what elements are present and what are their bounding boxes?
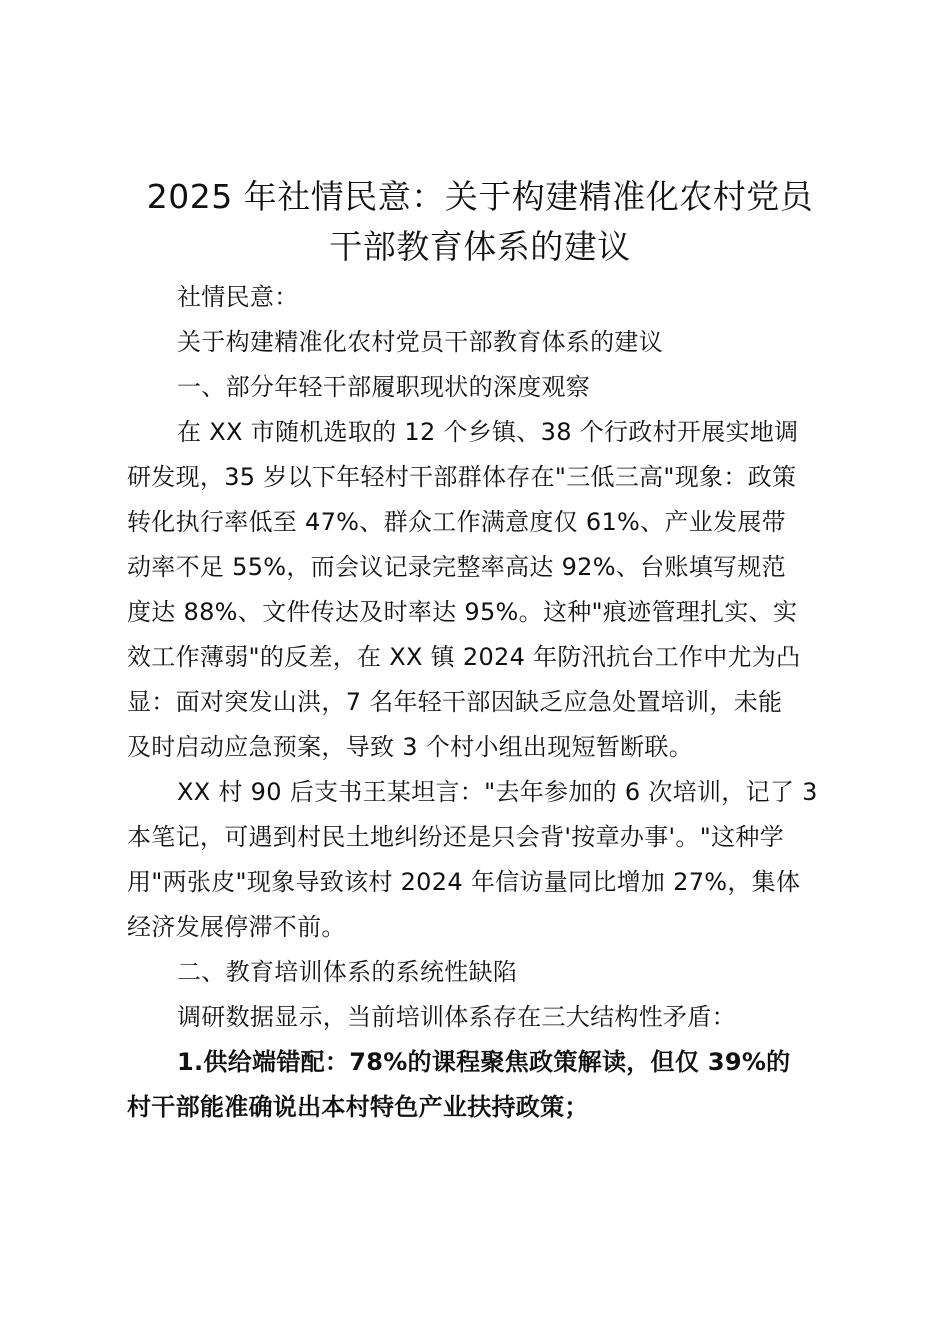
paragraph-1-line: 及时启动应急预案，导致 3 个村小组出现短暂断联。: [127, 733, 694, 761]
paragraph-1-line: 效工作薄弱"的反差，在 XX 镇 2024 年防汛抗台工作中尤为凸: [127, 643, 801, 671]
paragraph-2-line: XX 村 90 后支书王某坦言："去年参加的 6 次培训，记了 3: [177, 778, 818, 806]
point-1-line: 1.供给端错配：78%的课程聚焦政策解读，但仅 39%的: [177, 1048, 791, 1076]
document-title-line-2: 干部教育体系的建议: [329, 227, 631, 266]
paragraph-3: 调研数据显示，当前培训体系存在三大结构性矛盾：: [177, 1003, 736, 1031]
paragraph-1-line: 显：面对突发山洪，7 名年轻干部因缺乏应急处置培训，未能: [127, 688, 783, 716]
paragraph-1-line: 在 XX 市随机选取的 12 个乡镇、38 个行政村开展实地调: [177, 418, 799, 446]
paragraph-2-line: 用"两张皮"现象导致该村 2024 年信访量同比增加 27%，集体: [127, 868, 801, 896]
paragraph-2-line: 本笔记，可遇到村民土地纠纷还是只会背'按章办事'。"这种学: [127, 823, 784, 851]
paragraph-2-line: 经济发展停滞不前。: [127, 913, 346, 941]
paragraph-1-line: 动率不足 55%，而会议记录完整率高达 92%、台账填写规范: [127, 553, 786, 581]
subtitle: 关于构建精准化农村党员干部教育体系的建议: [177, 328, 663, 356]
paragraph-1-line: 度达 88%、文件传达及时率达 95%。这种"痕迹管理扎实、实: [127, 598, 798, 626]
category-label: 社情民意：: [177, 283, 299, 311]
section-heading-1: 一、部分年轻干部履职现状的深度观察: [177, 373, 591, 401]
document-title-line-1: 2025 年社情民意：关于构建精准化农村党员: [146, 177, 814, 216]
section-heading-2: 二、教育培训体系的系统性缺陷: [177, 958, 518, 986]
paragraph-1-line: 转化执行率低至 47%、群众工作满意度仅 61%、产业发展带: [127, 508, 786, 536]
point-1-line: 村干部能准确说出本村特色产业扶持政策；: [127, 1093, 589, 1121]
paragraph-1-line: 研发现，35 岁以下年轻村干部群体存在"三低三高"现象：政策: [127, 463, 797, 491]
